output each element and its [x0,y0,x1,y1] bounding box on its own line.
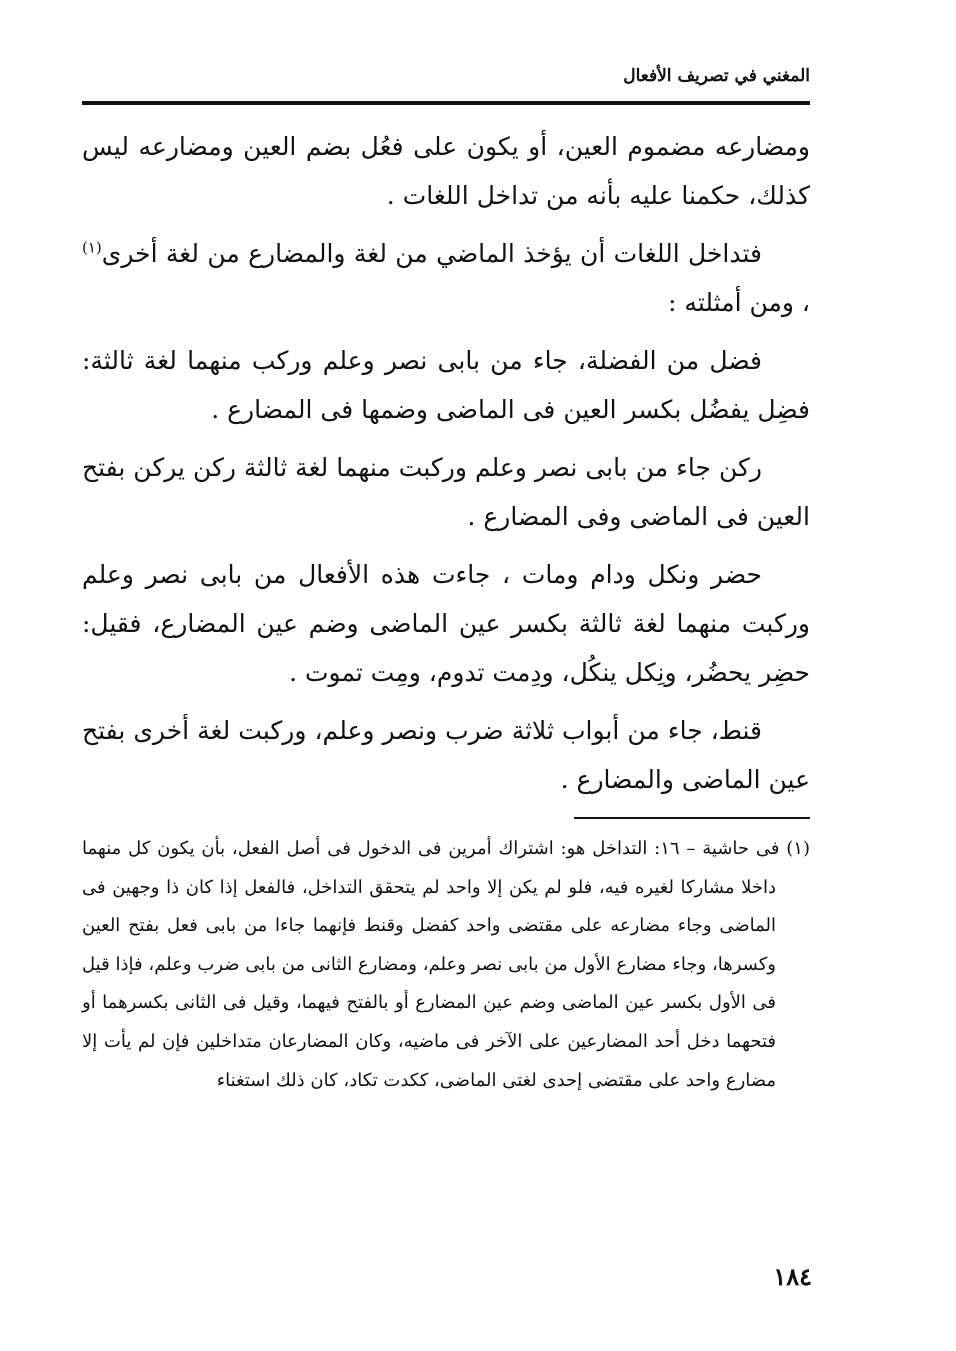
footnote-reference: (١) [82,238,102,257]
paragraph-text: فضل من الفضلة، جاء من بابى نصر وعلم وركب منهما لغة ثالثة: فضِل يفضُل بكسر العين فى الماضى وضمها فى المضارع . [82,346,810,424]
paragraph [82,336,810,434]
paragraph [82,550,810,697]
paragraph-text: ركن جاء من بابى نصر وعلم وركبت منهما لغة ثالثة ركن يركن بفتح العين فى الماضى وفى المضارع . [82,453,810,531]
paragraph-text: فتداخل اللغات أن يؤخذ الماضي من لغة والمضارع من لغة أخرى [101,239,762,268]
page-number: ١٨٤ [773,1262,812,1291]
paragraph-text: حضر ونكل ودام ومات ، جاءت هذه الأفعال من بابى نصر وعلم وركبت منهما لغة ثالثة بكسر عين الماضى وضم عين المضارع، فقيل: حضِر يحضُر، ونِكل ينكُل، ودِمت تدوم، ومِت تموت . [82,560,810,687]
running-title: المغني في تصريف الأفعال [623,66,810,86]
footnote-separator [574,817,810,819]
paragraph [82,229,810,327]
footnote [82,830,810,1100]
paragraph [82,443,810,541]
paragraph [82,706,810,804]
header-rule [82,101,810,105]
paragraph-text: قنط، جاء من أبواب ثلاثة ضرب ونصر وعلم، وركبت لغة أخرى بفتح عين الماضى والمضارع . [82,716,810,794]
paragraph [82,122,810,220]
paragraph-text: ومضارعه مضموم العين، أو يكون على فعُل بضم العين ومضارعه ليس كذلك، حكمنا عليه بأنه من تداخل اللغات . [82,132,810,210]
main-text [82,122,810,813]
paragraph-text-continued: ، ومن أمثلته : [668,288,810,317]
footnote-text: (١) فى حاشية – ١٦: التداخل هو: اشتراك أمرين فى الدخول فى أصل الفعل، بأن يكون كل منهما داخلا مشاركا لغيره فيه، فلو لم يكن إلا واحد لم يتحقق التداخل، فالفعل إذا كان ذا وجهين فى الماضى وجاء مضارعه على مقتضى واحد كفضل وقنط فإنهما جاءا من بابى فعل بفتح العين وكسرها، وجاء مضارع الأول من بابى نصر وعلم، ومضارع الثانى من بابى ضرب وعلم، فإذا قيل فى الأول بكسر عين الماضى وضم عين المضارع أو بالفتح فيهما، وقيل فى الثانى بكسرهما أو فتحهما دخل أحد المضارعين على الآخر فى ماضيه، وكان المضارعان متداخلين فإن لم يأت إلا مضارع واحد على مقتضى إحدى لغتى الماضى، ككدت تكاد، كان ذلك استغناء [82,838,810,1091]
